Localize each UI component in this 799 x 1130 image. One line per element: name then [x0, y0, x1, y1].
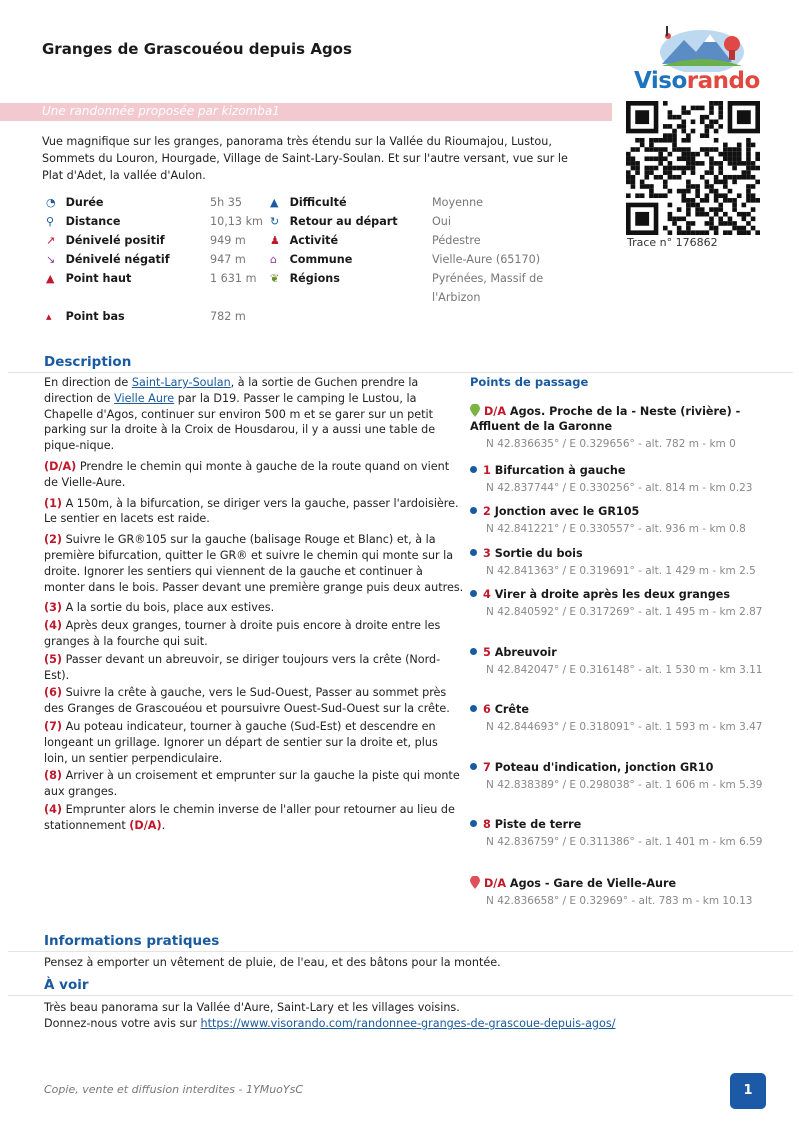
avoir-text: Très beau panorama sur la Vallée d'Aure, Saint-Lary et les villages voisins. — [44, 1001, 460, 1014]
divider — [8, 995, 793, 996]
author-banner — [0, 103, 612, 121]
step: (4) Après deux granges, tourner à droite puis encore à droite entre les granges à la fourche qui suit. — [44, 619, 441, 648]
stat-distance-value: 10,13 km — [210, 215, 263, 228]
step: (8) Arriver à un croisement et emprunter sur la gauche la piste qui monte aux granges. — [44, 769, 460, 799]
stat-activity: ♟ Activité — [270, 234, 339, 247]
visorando-logo[interactable] — [632, 22, 772, 98]
stat-descent-value: 947 m — [210, 253, 246, 266]
stat-descent: ↘ Dénivelé négatif — [46, 253, 170, 266]
step: (3) A la sortie du bois, place aux estives. — [44, 601, 275, 615]
waypoint-2: 2 Jonction avec le GR105 N 42.841221° / E 0.330557° - alt. 936 m - km 0.8 — [470, 504, 770, 537]
waypoints-heading: Points de passage — [470, 375, 589, 389]
dot-icon — [470, 763, 477, 770]
avoir-heading: À voir — [44, 977, 89, 993]
step: (2) Suivre le GR®105 sur la gauche (balisage Rouge et Blanc) et, à la première bifurcation, quitter le GR® et suivre le chemin qui monte sur la droite. Ignorer les sentiers qui viennent de la gauche et continuer à monter dans le bois. Passer devant une première grange puis deux autres. — [44, 533, 464, 594]
logo-wordmark: Visorando — [634, 68, 760, 94]
stat-duration-value: 5h 35 — [210, 196, 243, 209]
waypoint-start: D/A Agos. Proche de la - Neste (rivière) - Affluent de la Garonne N 42.836635° / E 0.329656° - alt. 782 m - km 0 — [470, 405, 741, 450]
step: (1) A 150m, à la bifurcation, se diriger vers la gauche, passer l'ardoisière. Le sentier en lacets est raide. — [44, 496, 459, 526]
stat-loop: ↻ Retour au départ — [270, 215, 398, 228]
stat-region: ❦ Régions — [270, 272, 340, 285]
step: (D/A) Prendre le chemin qui monte à gauche de la route quand on vient de Vielle-Aure. — [44, 459, 450, 489]
logo-landscape-icon — [632, 22, 772, 72]
link-vielle-aure[interactable]: Vielle Aure — [114, 391, 175, 405]
page-number: 1 — [730, 1073, 766, 1109]
dot-icon — [470, 590, 477, 597]
stat-high-point: ▲ Point haut — [46, 272, 132, 285]
stat-high-point-value: 1 631 m — [210, 272, 257, 285]
author-banner-text: Une randonnée proposée par kizomba1 — [42, 104, 280, 118]
link-saint-lary[interactable]: Saint-Lary-Soulan — [131, 376, 231, 389]
divider — [8, 951, 793, 952]
waypoint-8: 8 Piste de terre N 42.836759° / E 0.311386° - alt. 1 401 m - km 6.59 — [470, 817, 770, 850]
waypoint-4: 4 Virer à droite après les deux granges N 42.840592° / E 0.317269° - alt. 1 495 m - km 2.87 — [470, 587, 770, 620]
stat-low-point-value: 782 m — [210, 310, 246, 323]
stat-region-value-line2: l'Arbizon — [432, 291, 481, 304]
low-point-icon: ▴ — [46, 310, 52, 323]
stat-town: ⌂ Commune — [270, 253, 353, 266]
ascent-icon: ↗ — [46, 234, 56, 247]
stat-low-point: ▴ Point bas — [46, 310, 125, 323]
region-icon: ❦ — [270, 272, 280, 285]
qr-code-icon — [626, 101, 760, 235]
dot-icon — [470, 466, 477, 473]
town-hall-icon: ⌂ — [270, 253, 277, 266]
feedback-link[interactable]: https://www.visorando.com/randonnee-granges-de-grascoue-depuis-agos/ — [200, 1017, 616, 1030]
distance-icon: ⚲ — [46, 215, 55, 228]
stat-region-value-line1: Pyrénées, Massif de — [432, 272, 544, 285]
difficulty-icon: ▲ — [270, 196, 279, 209]
step: (6) Suivre la crête à gauche, vers le Sud-Ouest, Passer au sommet près des Granges de Grascouéou et poursuivre Ouest-Sud-Ouest sur la crête. — [44, 686, 450, 716]
green-pin-icon — [470, 404, 480, 417]
dot-icon — [470, 507, 477, 514]
clock-icon: ◔ — [46, 196, 56, 209]
step: (4) Emprunter alors le chemin inverse de l'aller pour retourner au lieu de stationnement (D/A). — [44, 802, 455, 832]
page-title: Granges de Grascouéou depuis Agos — [42, 40, 352, 58]
dot-icon — [470, 705, 477, 712]
infos-heading: Informations pratiques — [44, 933, 220, 949]
loop-icon: ↻ — [270, 215, 280, 228]
waypoint-6: 6 Crête N 42.844693° / E 0.318091° - alt. 1 593 m - km 3.47 — [470, 702, 770, 735]
waypoint-3: 3 Sortie du bois N 42.841363° / E 0.319691° - alt. 1 429 m - km 2.5 — [470, 546, 770, 579]
description-heading: Description — [44, 354, 132, 370]
infos-text: Pensez à emporter un vêtement de pluie, de l'eau, et des bâtons pour la montée. — [44, 956, 501, 969]
intro-text: Vue magnifique sur les granges, panorama très étendu sur la Vallée du Rioumajou, Lustou, Sommets du Louron, Hourgade, Village de Saint-Lary-Soulan. Et sur l'autre versant, vue sur le Plat d'Adet, la vallée d'Aulon. — [42, 135, 568, 182]
stat-ascent: ↗ Dénivelé positif — [46, 234, 165, 247]
stat-loop-value: Oui — [432, 215, 452, 228]
description-intro: En direction de Saint-Lary-Soulan, à la sortie de Guchen prendre la direction de Vielle Aure par la D19. Passer le camping le Lustou, la Chapelle d'Agos, continuer sur environ 500 m et se garer sur un petit parking sur la droite à la Croix de Housdarou, il y a aussi une table de pique-nique. — [44, 376, 436, 453]
stats-block — [46, 196, 606, 326]
waypoint-7: 7 Poteau d'indication, jonction GR10 N 42.838389° / E 0.298038° - alt. 1 606 m - km 5.39 — [470, 760, 770, 793]
step: (5) Passer devant un abreuvoir, se diriger toujours vers la crête (Nord-Est). — [44, 652, 441, 682]
red-pin-icon — [470, 876, 480, 889]
stat-town-value: Vielle-Aure (65170) — [432, 253, 541, 266]
dot-icon — [470, 549, 477, 556]
waypoint-end: D/A Agos - Gare de Vielle-Aure N 42.836658° / E 0.32969° - alt. 783 m - km 10.13 — [470, 876, 770, 909]
description-body — [44, 375, 464, 839]
high-point-icon: ▲ — [46, 272, 55, 285]
dot-icon — [470, 648, 477, 655]
trace-number: Trace n° 176862 — [627, 236, 718, 249]
avoir-block — [44, 1000, 615, 1032]
waypoint-5: 5 Abreuvoir N 42.842047° / E 0.316148° - alt. 1 530 m - km 3.11 — [470, 645, 770, 678]
stat-difficulty: ▲ Difficulté — [270, 196, 347, 209]
qr-code[interactable] — [626, 101, 760, 235]
stat-duration: ◔ Durée — [46, 196, 104, 209]
avoir-feedback: Donnez-nous votre avis sur https://www.visorando.com/randonnee-granges-de-grascoue-depuis-agos/ — [44, 1017, 616, 1030]
stat-difficulty-value: Moyenne — [432, 196, 484, 209]
waypoint-1: 1 Bifurcation à gauche N 42.837744° / E 0.330256° - alt. 814 m - km 0.23 — [470, 463, 770, 496]
descent-icon: ↘ — [46, 253, 56, 266]
stat-ascent-value: 949 m — [210, 234, 246, 247]
stat-distance: ⚲ Distance — [46, 215, 121, 228]
dot-icon — [470, 820, 477, 827]
step: (7) Au poteau indicateur, tourner à gauche (Sud-Est) et descendre en longeant un grillage. Ignorer un départ de sentier sur la droite et, plus loin, un sentier perpendiculaire. — [44, 719, 438, 765]
copyright-note: Copie, vente et diffusion interdites - 1YMuoYsC — [44, 1083, 304, 1096]
hiker-icon: ♟ — [270, 234, 280, 247]
divider — [8, 372, 793, 373]
stat-activity-value: Pédestre — [432, 234, 481, 247]
